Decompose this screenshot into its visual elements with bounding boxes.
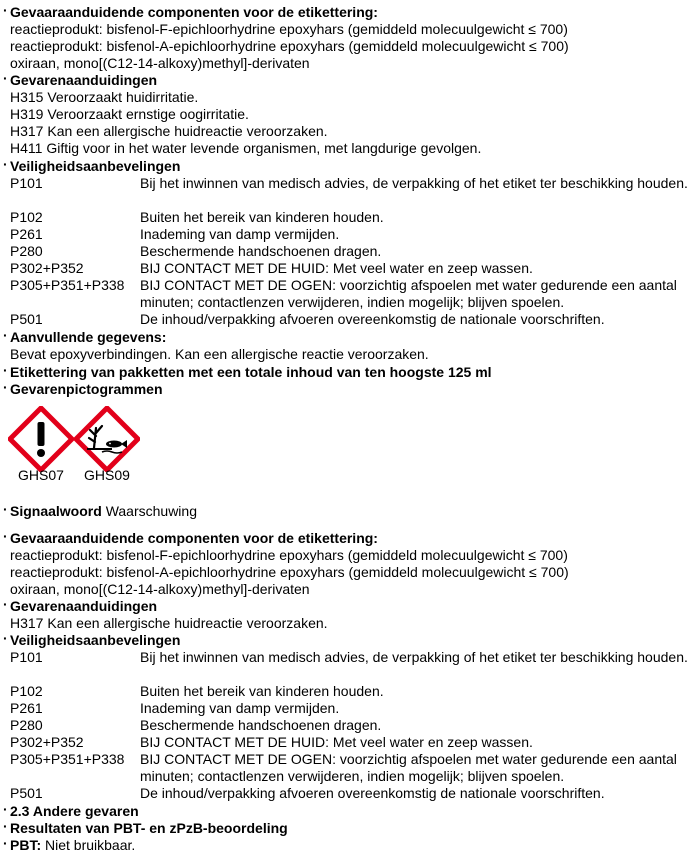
signal-word xyxy=(10,503,197,520)
precaution-text: Inademing van damp vermijden. xyxy=(140,226,340,242)
hazard-heading: Gevarenaanduidingen xyxy=(10,72,158,88)
precaution-text: Buiten het bereik van kinderen houden. xyxy=(140,683,384,699)
additional-heading: Aanvullende gegevens: xyxy=(10,329,167,345)
precaution-code: P102 xyxy=(10,209,43,225)
pictogram-label: GHS07 xyxy=(18,467,64,483)
bullet: · xyxy=(3,379,8,395)
bullet: · xyxy=(3,327,8,343)
precaution-heading: Veiligheidsaanbevelingen xyxy=(10,632,181,648)
bullet: · xyxy=(3,156,8,172)
hazard-statement: H411 Giftig voor in het water levende organismen, met langdurige gevolgen. xyxy=(10,140,482,156)
precaution-text: Beschermende handschoenen dragen. xyxy=(140,717,382,733)
pbt-line xyxy=(10,837,135,854)
hazard-statement: H319 Veroorzaakt ernstige oogirritatie. xyxy=(10,106,249,122)
precaution-text: BIJ CONTACT MET DE OGEN: voorzichtig afspoelen met water gedurende een aantal minuten; contactlenzen verwijderen, indien mogelijk; blijven spoelen. xyxy=(140,277,677,310)
precaution-code: P101 xyxy=(10,175,43,191)
pictograms-heading: Gevarenpictogrammen xyxy=(10,381,163,397)
precaution-code: P305+P351+P338 xyxy=(10,751,125,767)
component-line: reactieprodukt: bisfenol-A-epichloorhydrine epoxyhars (gemiddeld molecuulgewicht ≤ 700) xyxy=(10,564,569,580)
precaution-text: Bij het inwinnen van medisch advies, de verpakking of het etiket ter beschikking houden. xyxy=(140,175,688,191)
components-heading: Gevaaraanduidende componenten voor de etikettering: xyxy=(10,530,378,546)
pbt-value: Niet bruikbaar. xyxy=(45,837,136,853)
precaution-code: P302+P352 xyxy=(10,260,84,276)
component-line: reactieprodukt: bisfenol-F-epichloorhydrine epoxyhars (gemiddeld molecuulgewicht ≤ 700) xyxy=(10,547,568,563)
pbt-label: PBT: xyxy=(10,837,42,853)
component-line: reactieprodukt: bisfenol-A-epichloorhydrine epoxyhars (gemiddeld molecuulgewicht ≤ 700) xyxy=(10,38,569,54)
hazard-statement: H317 Kan een allergische huidreactie veroorzaken. xyxy=(10,123,328,139)
bullet: · xyxy=(3,596,8,612)
pbt-heading: Resultaten van PBT- en zPzB-beoordeling xyxy=(10,820,288,836)
bullet: · xyxy=(3,2,8,18)
hazard-statement: H315 Veroorzaakt huidirritatie. xyxy=(10,89,199,105)
precaution-code: P305+P351+P338 xyxy=(10,277,125,293)
bullet: · xyxy=(3,70,8,86)
precaution-code: P501 xyxy=(10,311,43,327)
hazard-statement: H317 Kan een allergische huidreactie veroorzaken. xyxy=(10,615,328,631)
other-hazards-heading: 2.3 Andere gevaren xyxy=(10,803,139,819)
components-heading: Gevaaraanduidende componenten voor de etikettering: xyxy=(10,4,378,20)
precaution-code: P280 xyxy=(10,243,43,259)
signal-word-value: Waarschuwing xyxy=(105,503,197,519)
precaution-text: De inhoud/verpakking afvoeren overeenkomstig de nationale voorschriften. xyxy=(140,785,605,801)
component-line: reactieprodukt: bisfenol-F-epichloorhydrine epoxyhars (gemiddeld molecuulgewicht ≤ 700) xyxy=(10,21,568,37)
exclamation-mark-icon xyxy=(8,406,74,472)
precaution-text: Beschermende handschoenen dragen. xyxy=(140,243,382,259)
precaution-code: P501 xyxy=(10,785,43,801)
additional-text: Bevat epoxyverbindingen. Kan een allergische reactie veroorzaken. xyxy=(10,346,429,362)
precaution-code: P261 xyxy=(10,700,43,716)
precaution-code: P101 xyxy=(10,649,43,665)
bullet: · xyxy=(3,818,8,834)
bullet: · xyxy=(3,528,8,544)
precaution-code: P102 xyxy=(10,683,43,699)
precaution-code: P261 xyxy=(10,226,43,242)
environment-hazard-icon xyxy=(74,406,140,472)
precaution-text: Buiten het bereik van kinderen houden. xyxy=(140,209,384,225)
bullet: · xyxy=(3,362,8,378)
precaution-heading: Veiligheidsaanbevelingen xyxy=(10,158,181,174)
small-pack-heading: Etikettering van pakketten met een totale inhoud van ten hoogste 125 ml xyxy=(10,364,492,380)
precaution-text: Inademing van damp vermijden. xyxy=(140,700,340,716)
bullet: · xyxy=(3,630,8,646)
precaution-code: P302+P352 xyxy=(10,734,84,750)
bullet: · xyxy=(3,801,8,817)
bullet: · xyxy=(3,835,8,851)
precaution-text: De inhoud/verpakking afvoeren overeenkomstig de nationale voorschriften. xyxy=(140,311,605,327)
precaution-text: Bij het inwinnen van medisch advies, de verpakking of het etiket ter beschikking houden. xyxy=(140,649,688,665)
component-line: oxiraan, mono[(C12-14-alkoxy)methyl]-derivaten xyxy=(10,581,310,597)
bullet: · xyxy=(3,501,8,517)
component-line: oxiraan, mono[(C12-14-alkoxy)methyl]-derivaten xyxy=(10,55,310,71)
precaution-code: P280 xyxy=(10,717,43,733)
signal-word-label: Signaalwoord xyxy=(10,503,102,519)
precaution-text: BIJ CONTACT MET DE OGEN: voorzichtig afspoelen met water gedurende een aantal minuten; contactlenzen verwijderen, indien mogelijk; blijven spoelen. xyxy=(140,751,677,784)
pictogram-label: GHS09 xyxy=(84,467,130,483)
precaution-text: BIJ CONTACT MET DE HUID: Met veel water en zeep wassen. xyxy=(140,734,533,750)
precaution-text: BIJ CONTACT MET DE HUID: Met veel water en zeep wassen. xyxy=(140,260,533,276)
hazard-heading: Gevarenaanduidingen xyxy=(10,598,158,614)
